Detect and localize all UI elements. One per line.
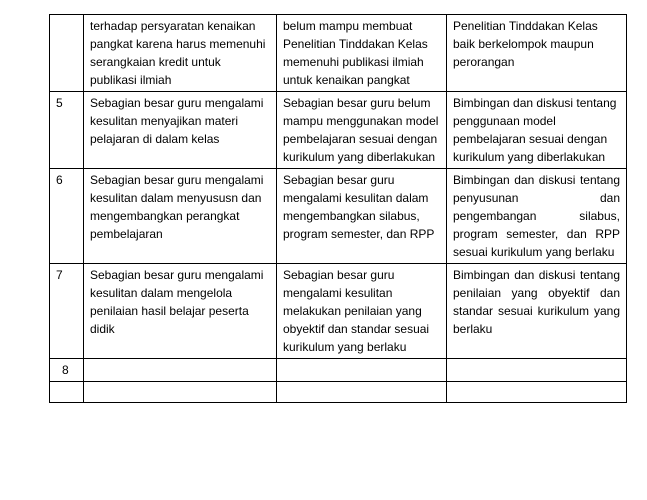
solution-cell	[447, 359, 627, 382]
row-number-cell: 8	[50, 359, 84, 382]
problem-cell: Sebagian besar guru mengalami kesulitan dalam mengelola penilaian hasil belajar peserta didik	[84, 264, 277, 359]
problem-cell	[84, 359, 277, 382]
problem-cell: Sebagian besar guru mengalami kesulitan menyajikan materi pelajaran di dalam kelas	[84, 92, 277, 169]
row-number-cell: 7	[50, 264, 84, 359]
problem-cell	[84, 382, 277, 403]
table-row	[50, 15, 627, 92]
problem-cell: Sebagian besar guru mengalami kesulitan dalam menyususn dan mengembangkan perangkat pembelajaran	[84, 169, 277, 264]
row-number-cell: 5	[50, 92, 84, 169]
row-number-cell	[50, 382, 84, 403]
problem-cell: terhadap persyaratan kenaikan pangkat karena harus memenuhi serangkaian kredit untuk publikasi ilmiah	[84, 15, 277, 92]
solution-cell: Bimbingan dan diskusi tentang penyusunan dan pengembangan silabus, program semester, dan RPP sesuai kurikulum yang berlaku	[447, 169, 627, 264]
cause-cell: belum mampu membuat Penelitian Tinddakan Kelas memenuhi publikasi ilmiah untuk kenaikan pangkat	[277, 15, 447, 92]
row-number-cell	[50, 15, 84, 92]
table-row	[50, 359, 627, 382]
document-table	[49, 14, 627, 403]
table-row	[50, 169, 627, 264]
solution-cell	[447, 382, 627, 403]
solution-cell: Bimbingan dan diskusi tentang penilaian yang obyektif dan standar sesuai kurikulum yang berlaku	[447, 264, 627, 359]
table-row	[50, 92, 627, 169]
cause-cell: Sebagian besar guru mengalami kesulitan dalam mengembangkan silabus, program semester, dan RPP	[277, 169, 447, 264]
solution-cell: Penelitian Tinddakan Kelas baik berkelompok maupun perorangan	[447, 15, 627, 92]
table-row	[50, 382, 627, 403]
solution-cell: Bimbingan dan diskusi tentang penggunaan model pembelajaran sesuai dengan kurikulum yang diberlakukan	[447, 92, 627, 169]
cause-cell	[277, 382, 447, 403]
table-row	[50, 264, 627, 359]
cause-cell	[277, 359, 447, 382]
cause-cell: Sebagian besar guru mengalami kesulitan melakukan penilaian yang obyektif dan standar sesuai kurikulum yang berlaku	[277, 264, 447, 359]
cause-cell: Sebagian besar guru belum mampu menggunakan model pembelajaran sesuai dengan kurikulum yang diberlakukan	[277, 92, 447, 169]
row-number-cell: 6	[50, 169, 84, 264]
